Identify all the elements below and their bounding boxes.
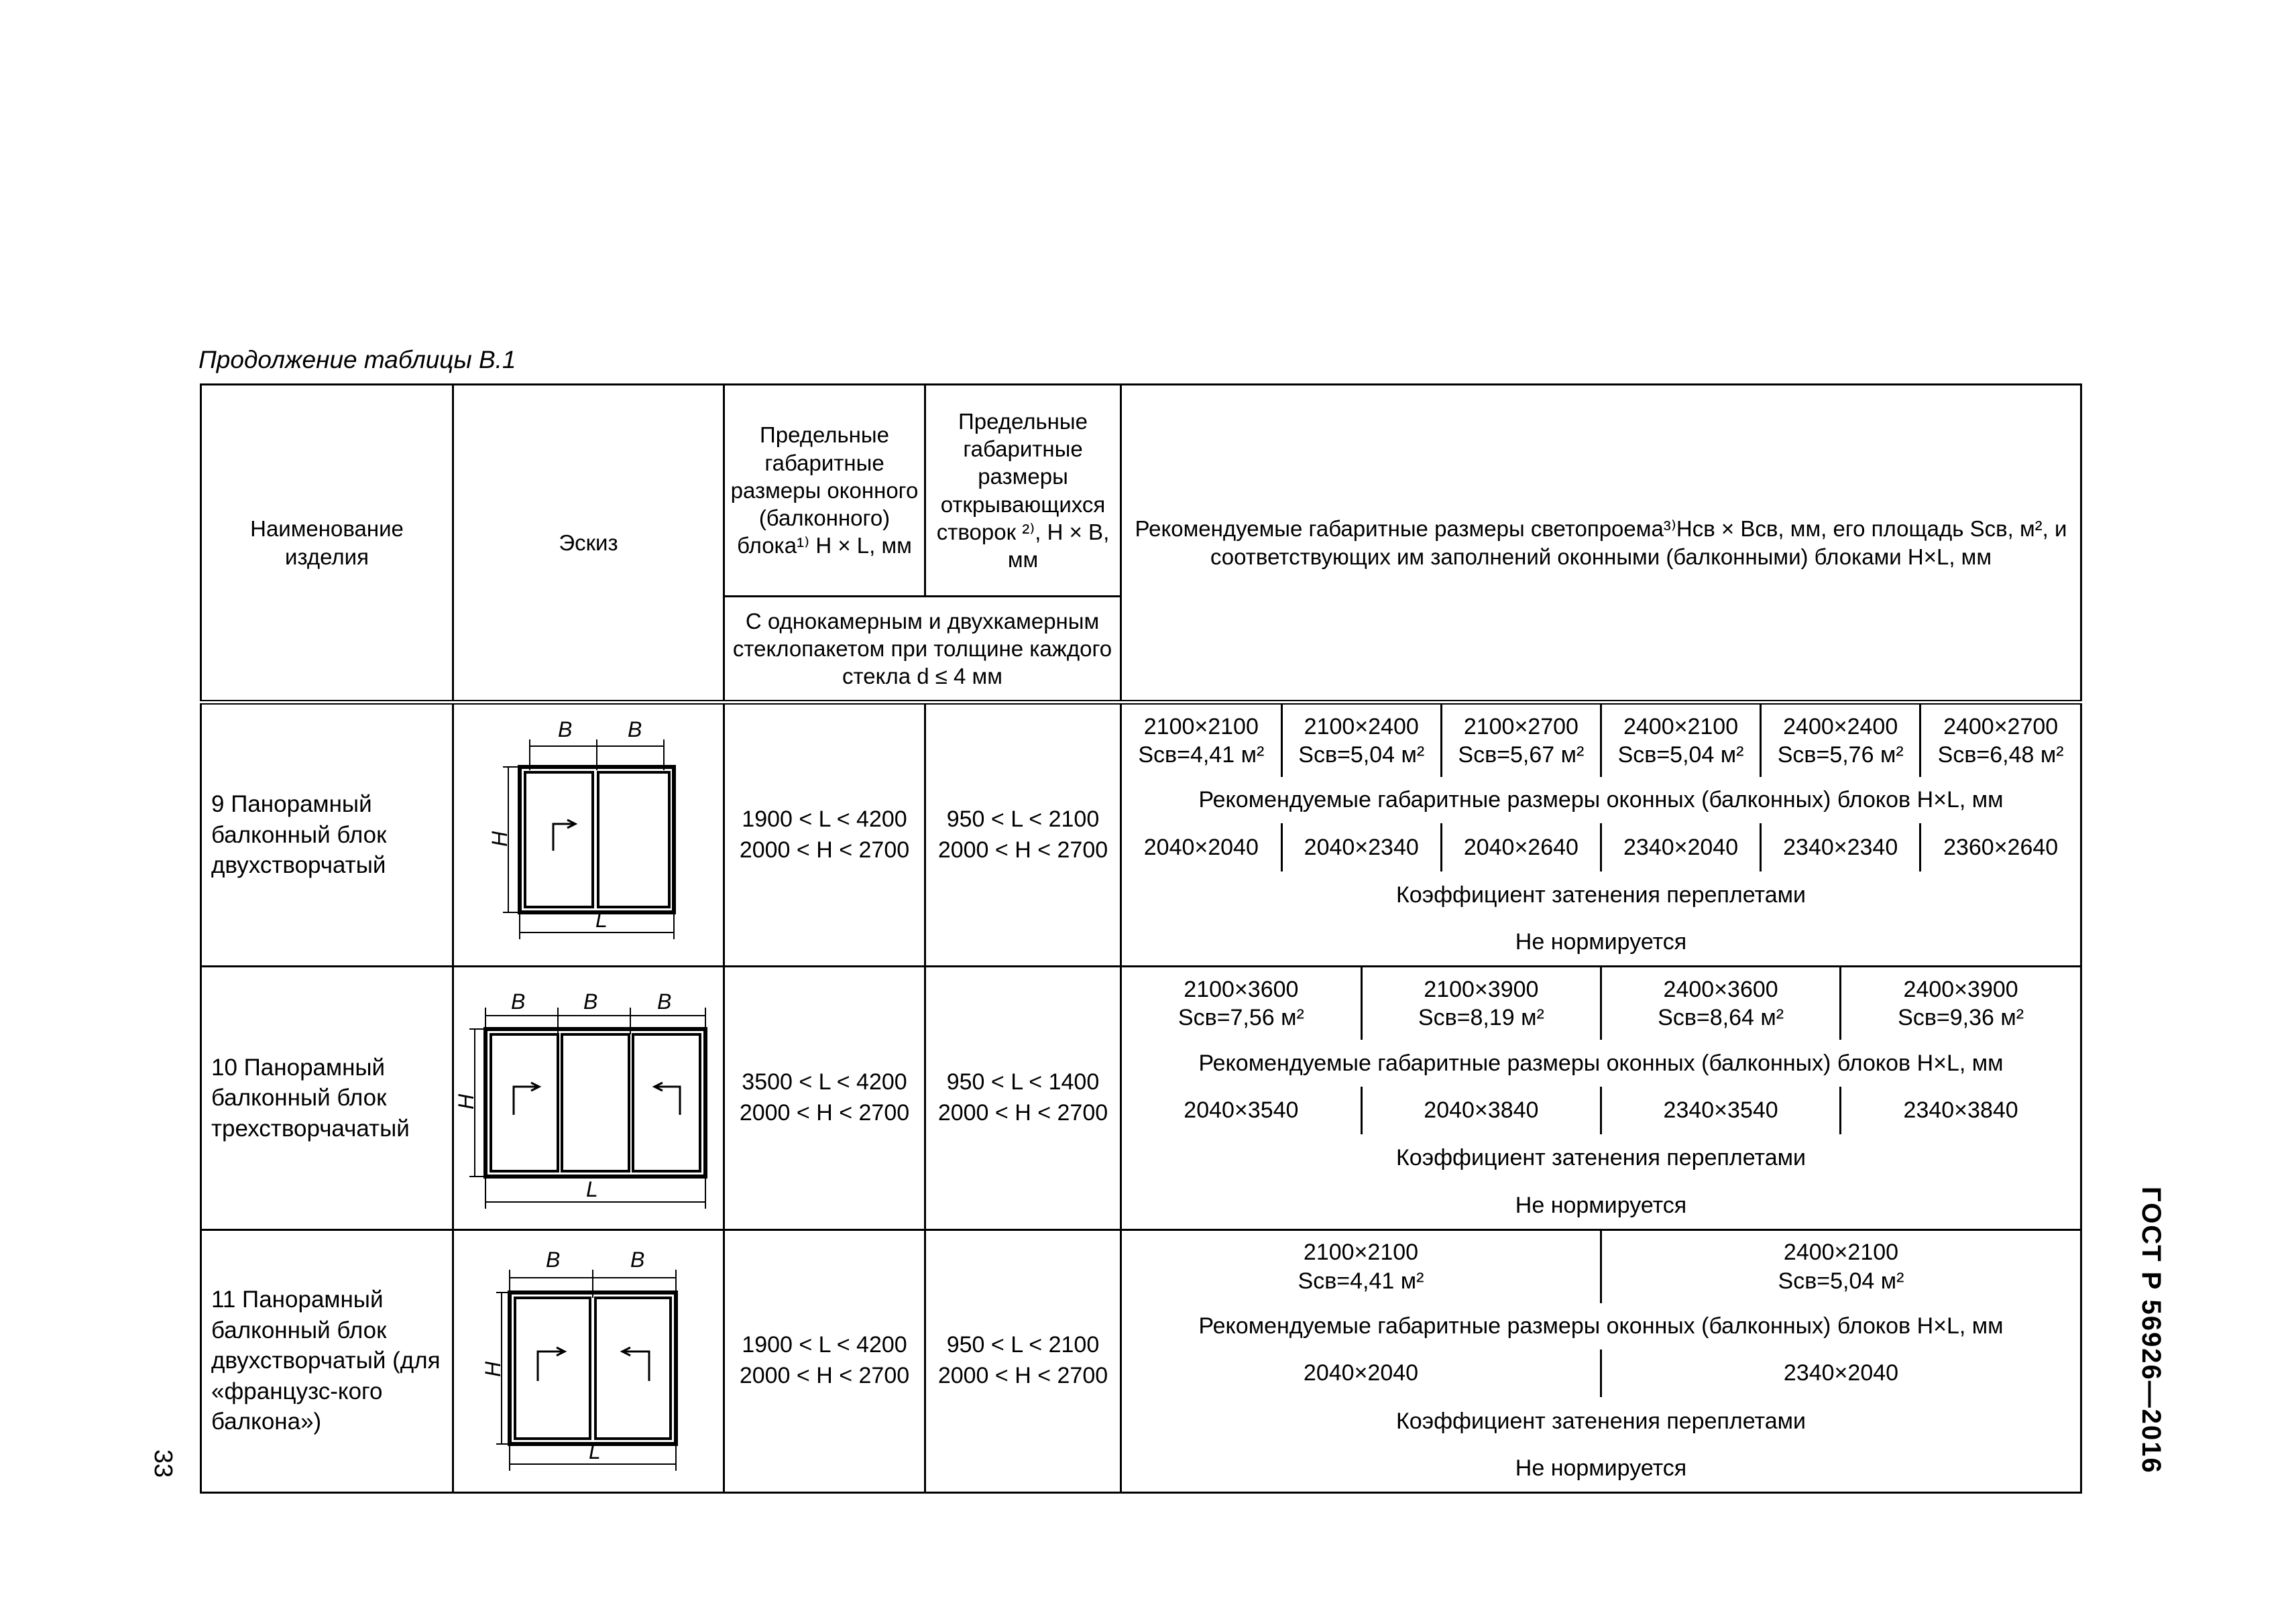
sketch-two-sash	[455, 705, 723, 959]
block-size-cell: 2040×3540	[1184, 1097, 1299, 1123]
opening-cell: 2400×2400 Sсв=5,76 м²	[1761, 705, 1920, 777]
opening-cell: 2100×3900 Sсв=8,19 м²	[1361, 967, 1601, 1040]
sketch-label-b: B	[656, 989, 671, 1014]
block-range: 3500 < L < 4200 2000 < H < 2700	[724, 967, 925, 1229]
shading-value: Не нормируется	[1515, 1192, 1687, 1218]
header-name: Наименование изделия	[201, 385, 453, 703]
opening-cell: 2400×2700 Sсв=6,48 м²	[1920, 705, 2080, 777]
page-number: 33	[149, 1449, 177, 1478]
header-block-size: Предельные габаритные размеры оконного (балконного) блока¹⁾ H × L, мм	[724, 385, 925, 597]
header-recommended: Рекомендуемые габаритные размеры светопроема³⁾Hсв × Bсв, мм, его площадь Sсв, м², и соответствующих им заполнений оконными (балконными) блоками H×L, мм	[1121, 385, 2081, 703]
sash-range: 950 < L < 2100 2000 < H < 2700	[925, 1229, 1121, 1492]
shading-label: Коэффициент затенения переплетами	[1396, 1408, 1806, 1434]
sketch-three-sash	[455, 967, 723, 1222]
sketch-french-balcony	[455, 1231, 723, 1486]
block-size-cell: 2340×2040	[1601, 823, 1760, 871]
table-row	[201, 967, 2081, 1229]
table-caption: Продолжение таблицы В.1	[198, 346, 516, 373]
block-size-cell: 2040×2340	[1281, 823, 1441, 871]
product-name: 10 Панорамный балконный блок трехстворчачатый	[201, 967, 453, 1229]
table-row	[201, 1229, 2081, 1492]
block-range: 1900 < L < 4200 2000 < H < 2700	[724, 1229, 925, 1492]
sketch-label-b: B	[630, 1247, 644, 1272]
sketch-label-b: B	[510, 989, 525, 1014]
block-size-cell: 2040×2640	[1441, 823, 1601, 871]
sketch-label-b: B	[583, 989, 597, 1014]
table-row	[201, 703, 2081, 967]
sketch-label-l: L	[585, 1177, 598, 1202]
header-glass-note: С однокамерным и двухкамерным стеклопакетом при толщине каждого стекла d ≤ 4 мм	[724, 597, 1121, 703]
opening-cell: 2400×2100 Sсв=5,04 м²	[1601, 705, 1760, 777]
recommended-label: Рекомендуемые габаритные размеры оконных (балконных) блоков H×L, мм	[1198, 1050, 2004, 1076]
product-name: 11 Панорамный балконный блок двухстворчатый (для «французс-кого балкона»)	[201, 1229, 453, 1492]
sketch-label-l: L	[588, 1439, 601, 1463]
sketch-label-b: B	[627, 717, 642, 741]
sash-range: 950 < L < 2100 2000 < H < 2700	[925, 703, 1121, 967]
block-size-cell: 2340×2040	[1601, 1349, 2081, 1397]
block-range: 1900 < L < 4200 2000 < H < 2700	[724, 703, 925, 967]
shading-value: Не нормируется	[1515, 929, 1687, 955]
sketch-label-b: B	[557, 717, 572, 741]
block-size-cell: 2340×3540	[1601, 1087, 1841, 1134]
shading-label: Коэффициент затенения переплетами	[1396, 1145, 1806, 1171]
opening-cell: 2100×2400 Sсв=5,04 м²	[1281, 705, 1441, 777]
opening-cell: 2100×2100 Sсв=4,41 м²	[1298, 1240, 1424, 1294]
block-size-cell: 2340×3840	[1841, 1087, 2080, 1134]
sketch-label-l: L	[595, 908, 608, 932]
block-size-cell: 2040×2040	[1303, 1360, 1419, 1386]
recommended-block	[1121, 1229, 2081, 1492]
header-sketch: Эскиз	[453, 385, 724, 703]
recommended-block	[1121, 967, 2081, 1229]
recommended-label: Рекомендуемые габаритные размеры оконных (балконных) блоков H×L, мм	[1198, 1313, 2004, 1339]
sketch-cell	[453, 967, 724, 1229]
sketch-label-h: H	[480, 1361, 505, 1377]
opening-cell: 2100×3600 Sсв=7,56 м²	[1178, 976, 1304, 1031]
dimensions-table	[200, 383, 2082, 1494]
block-size-cell: 2040×3840	[1361, 1087, 1601, 1134]
opening-cell: 2400×3600 Sсв=8,64 м²	[1601, 967, 1841, 1040]
shading-value: Не нормируется	[1515, 1455, 1687, 1481]
opening-cell: 2100×2700 Sсв=5,67 м²	[1441, 705, 1601, 777]
shading-label: Коэффициент затенения переплетами	[1396, 882, 1806, 908]
block-size-cell: 2040×2040	[1143, 834, 1259, 860]
block-size-cell: 2360×2640	[1920, 823, 2080, 871]
sketch-cell	[453, 703, 724, 967]
header-sash-size: Предельные габаритные размеры открывающихся створок ²⁾, H × B, мм	[925, 385, 1121, 597]
sketch-cell	[453, 1229, 724, 1492]
opening-cell: 2400×2100 Sсв=5,04 м²	[1601, 1231, 2081, 1303]
recommended-label: Рекомендуемые габаритные размеры оконных (балконных) блоков H×L, мм	[1198, 787, 2004, 813]
recommended-block	[1121, 703, 2081, 967]
block-size-cell: 2340×2340	[1761, 823, 1920, 871]
opening-cell: 2100×2100 Sсв=4,41 м²	[1138, 713, 1265, 768]
sash-range: 950 < L < 1400 2000 < H < 2700	[925, 967, 1121, 1229]
sketch-label-h: H	[454, 1094, 478, 1110]
opening-cell: 2400×3900 Sсв=9,36 м²	[1841, 967, 2080, 1040]
product-name: 9 Панорамный балконный блок двухстворчатый	[201, 703, 453, 967]
sketch-label-h: H	[487, 831, 512, 847]
sketch-label-b: B	[545, 1247, 560, 1272]
document-code: ГОСТ Р 56926—2016	[2136, 1187, 2166, 1474]
